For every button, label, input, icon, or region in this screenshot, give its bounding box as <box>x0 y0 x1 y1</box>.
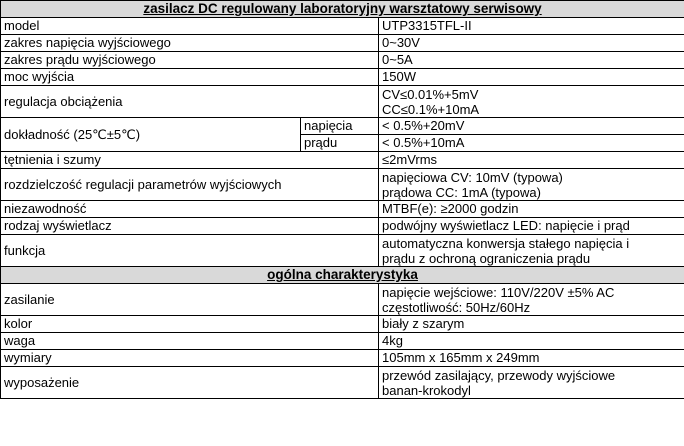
table-row-voltage-range <box>1 35 684 52</box>
table-row-weight <box>1 333 684 350</box>
row-value-voltage-range: 0~30V <box>379 35 684 52</box>
table-row-ripple <box>1 152 684 169</box>
section-title-general: ogólna charakterystyka <box>1 267 684 284</box>
row-value-function <box>379 235 684 267</box>
row-label-accuracy: dokładność (25℃±5℃) <box>1 118 301 152</box>
resolution-line-2: prądowa CC: 1mA (typowa) <box>382 184 541 200</box>
row-label-resolution: rozdzielczość regulacji parametrów wyjściowych <box>1 169 379 201</box>
row-label-reliability: niezawodność <box>1 201 379 218</box>
power-supply-line-1: napięcie wejściowe: 110V/220V ±5% AC <box>382 284 615 300</box>
row-sublabel-accuracy-voltage: napięcia <box>301 118 379 135</box>
row-value-color: biały z szarym <box>379 316 684 333</box>
table-row-current-range <box>1 52 684 69</box>
table-row-function <box>1 235 684 267</box>
table-row-model <box>1 18 684 35</box>
equipment-line-2: banan-krokodyl <box>382 382 471 398</box>
table-row-equipment <box>1 367 684 399</box>
power-supply-line-2: częstotliwość: 50Hz/60Hz <box>382 299 531 315</box>
function-line-1: automatyczna konwersja stałego napięcia i <box>382 235 630 251</box>
table-row-display <box>1 218 684 235</box>
row-value-display: podwójny wyświetlacz LED: napięcie i prąd <box>379 218 684 235</box>
row-label-ripple: tętnienia i szumy <box>1 152 379 169</box>
table-row-load-regulation <box>1 86 684 118</box>
row-label-function: funkcja <box>1 235 379 267</box>
row-sublabel-accuracy-current: prądu <box>301 135 379 152</box>
row-value-accuracy-current: < 0.5%+10mA <box>379 135 684 152</box>
table-row-resolution <box>1 169 684 201</box>
row-value-accuracy-voltage: < 0.5%+20mV <box>379 118 684 135</box>
row-value-ripple: ≤2mVrms <box>379 152 684 169</box>
row-label-model: model <box>1 18 379 35</box>
row-value-equipment <box>379 367 684 399</box>
row-label-power: moc wyjścia <box>1 69 379 86</box>
row-value-model: UTP3315TFL-II <box>379 18 684 35</box>
row-label-dimensions: wymiary <box>1 350 379 367</box>
row-label-weight: waga <box>1 333 379 350</box>
load-regulation-line-1: CV≤0.01%+5mV <box>382 86 479 102</box>
resolution-line-1: napięciowa CV: 10mV (typowa) <box>382 169 563 185</box>
equipment-line-1: przewód zasilający, przewody wyjściowe <box>382 367 616 383</box>
table-row-power-supply <box>1 284 684 316</box>
row-value-weight: 4kg <box>379 333 684 350</box>
row-value-load-regulation <box>379 86 684 118</box>
row-label-voltage-range: zakres napięcia wyjściowego <box>1 35 379 52</box>
row-label-current-range: zakres prądu wyjściowego <box>1 52 379 69</box>
table-row-color <box>1 316 684 333</box>
row-label-equipment: wyposażenie <box>1 367 379 399</box>
row-value-reliability: MTBF(e): ≥2000 godzin <box>379 201 684 218</box>
function-line-2: prądu z ochroną ograniczenia prądu <box>382 250 591 266</box>
row-value-power-supply <box>379 284 684 316</box>
row-label-color: kolor <box>1 316 379 333</box>
table-row-accuracy-voltage <box>1 118 684 135</box>
row-value-power: 150W <box>379 69 684 86</box>
row-label-power-supply: zasilanie <box>1 284 379 316</box>
row-value-current-range: 0~5A <box>379 52 684 69</box>
row-value-resolution <box>379 169 684 201</box>
section-title-main: zasilacz DC regulowany laboratoryjny warsztatowy serwisowy <box>1 1 684 18</box>
row-value-dimensions: 105mm x 165mm x 249mm <box>379 350 684 367</box>
row-label-load-regulation: regulacja obciążenia <box>1 86 379 118</box>
load-regulation-line-2: CC≤0.1%+10mA <box>382 101 480 117</box>
table-row-dimensions <box>1 350 684 367</box>
row-label-display: rodzaj wyświetlacz <box>1 218 379 235</box>
table-row-reliability <box>1 201 684 218</box>
table-row-power <box>1 69 684 86</box>
